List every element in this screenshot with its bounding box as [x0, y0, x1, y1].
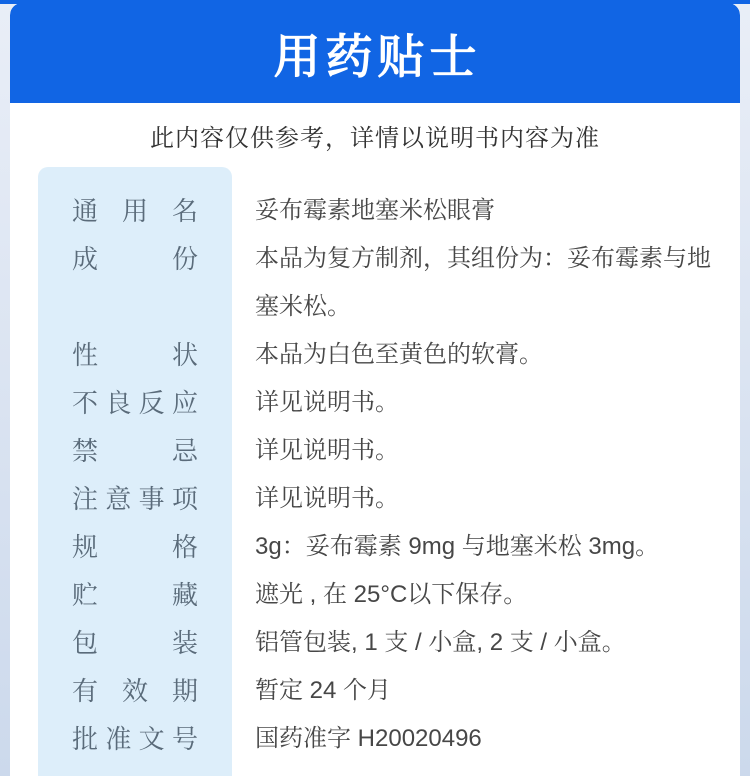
page-title: 用药贴士 — [273, 29, 482, 83]
row-label: 成份 — [72, 244, 198, 274]
table-row — [10, 619, 740, 667]
row-value: 铝管包装, 1 支 / 小盒, 2 支 / 小盒。 — [255, 629, 626, 656]
row-value: 本品为白色至黄色的软膏。 — [255, 341, 543, 368]
row-label: 批准文号 — [72, 724, 198, 754]
info-table — [10, 167, 740, 776]
row-label: 规格 — [72, 532, 198, 562]
table-row — [10, 379, 740, 427]
table-row — [10, 667, 740, 715]
table-row — [10, 475, 740, 523]
row-value: 妥布霉素地塞米松眼膏 — [255, 197, 495, 224]
table-row — [10, 715, 740, 763]
row-label: 包装 — [72, 628, 198, 658]
table-row — [10, 523, 740, 571]
row-value: 详见说明书。 — [255, 389, 399, 416]
content-card — [10, 3, 740, 776]
top-accent-strip — [0, 0, 750, 4]
row-label: 注意事项 — [72, 484, 198, 514]
row-label: 通用名 — [72, 196, 198, 226]
row-label: 禁忌 — [72, 436, 198, 466]
row-value: 暂定 24 个月 — [255, 677, 392, 704]
disclaimer-text: 此内容仅供参考，详情以说明书内容为准 — [150, 124, 600, 152]
page-header — [10, 3, 740, 103]
row-value: 遮光 , 在 25°C以下保存。 — [255, 581, 528, 608]
row-label: 不良反应 — [72, 388, 198, 418]
row-value: 本品为复方制剂，其组份为：妥布霉素与地塞米松。 — [255, 245, 711, 320]
row-value: 3g：妥布霉素 9mg 与地塞米松 3mg。 — [255, 533, 660, 560]
row-label: 性状 — [72, 340, 198, 370]
row-label: 有效期 — [72, 676, 198, 706]
row-value: 详见说明书。 — [255, 437, 399, 464]
table-row — [10, 571, 740, 619]
table-row — [10, 235, 740, 331]
table-row — [10, 427, 740, 475]
table-row — [10, 187, 740, 235]
row-value: 国药准字 H20020496 — [255, 725, 482, 752]
row-label: 贮藏 — [72, 580, 198, 610]
table-row — [10, 331, 740, 379]
row-value: 详见说明书。 — [255, 485, 399, 512]
